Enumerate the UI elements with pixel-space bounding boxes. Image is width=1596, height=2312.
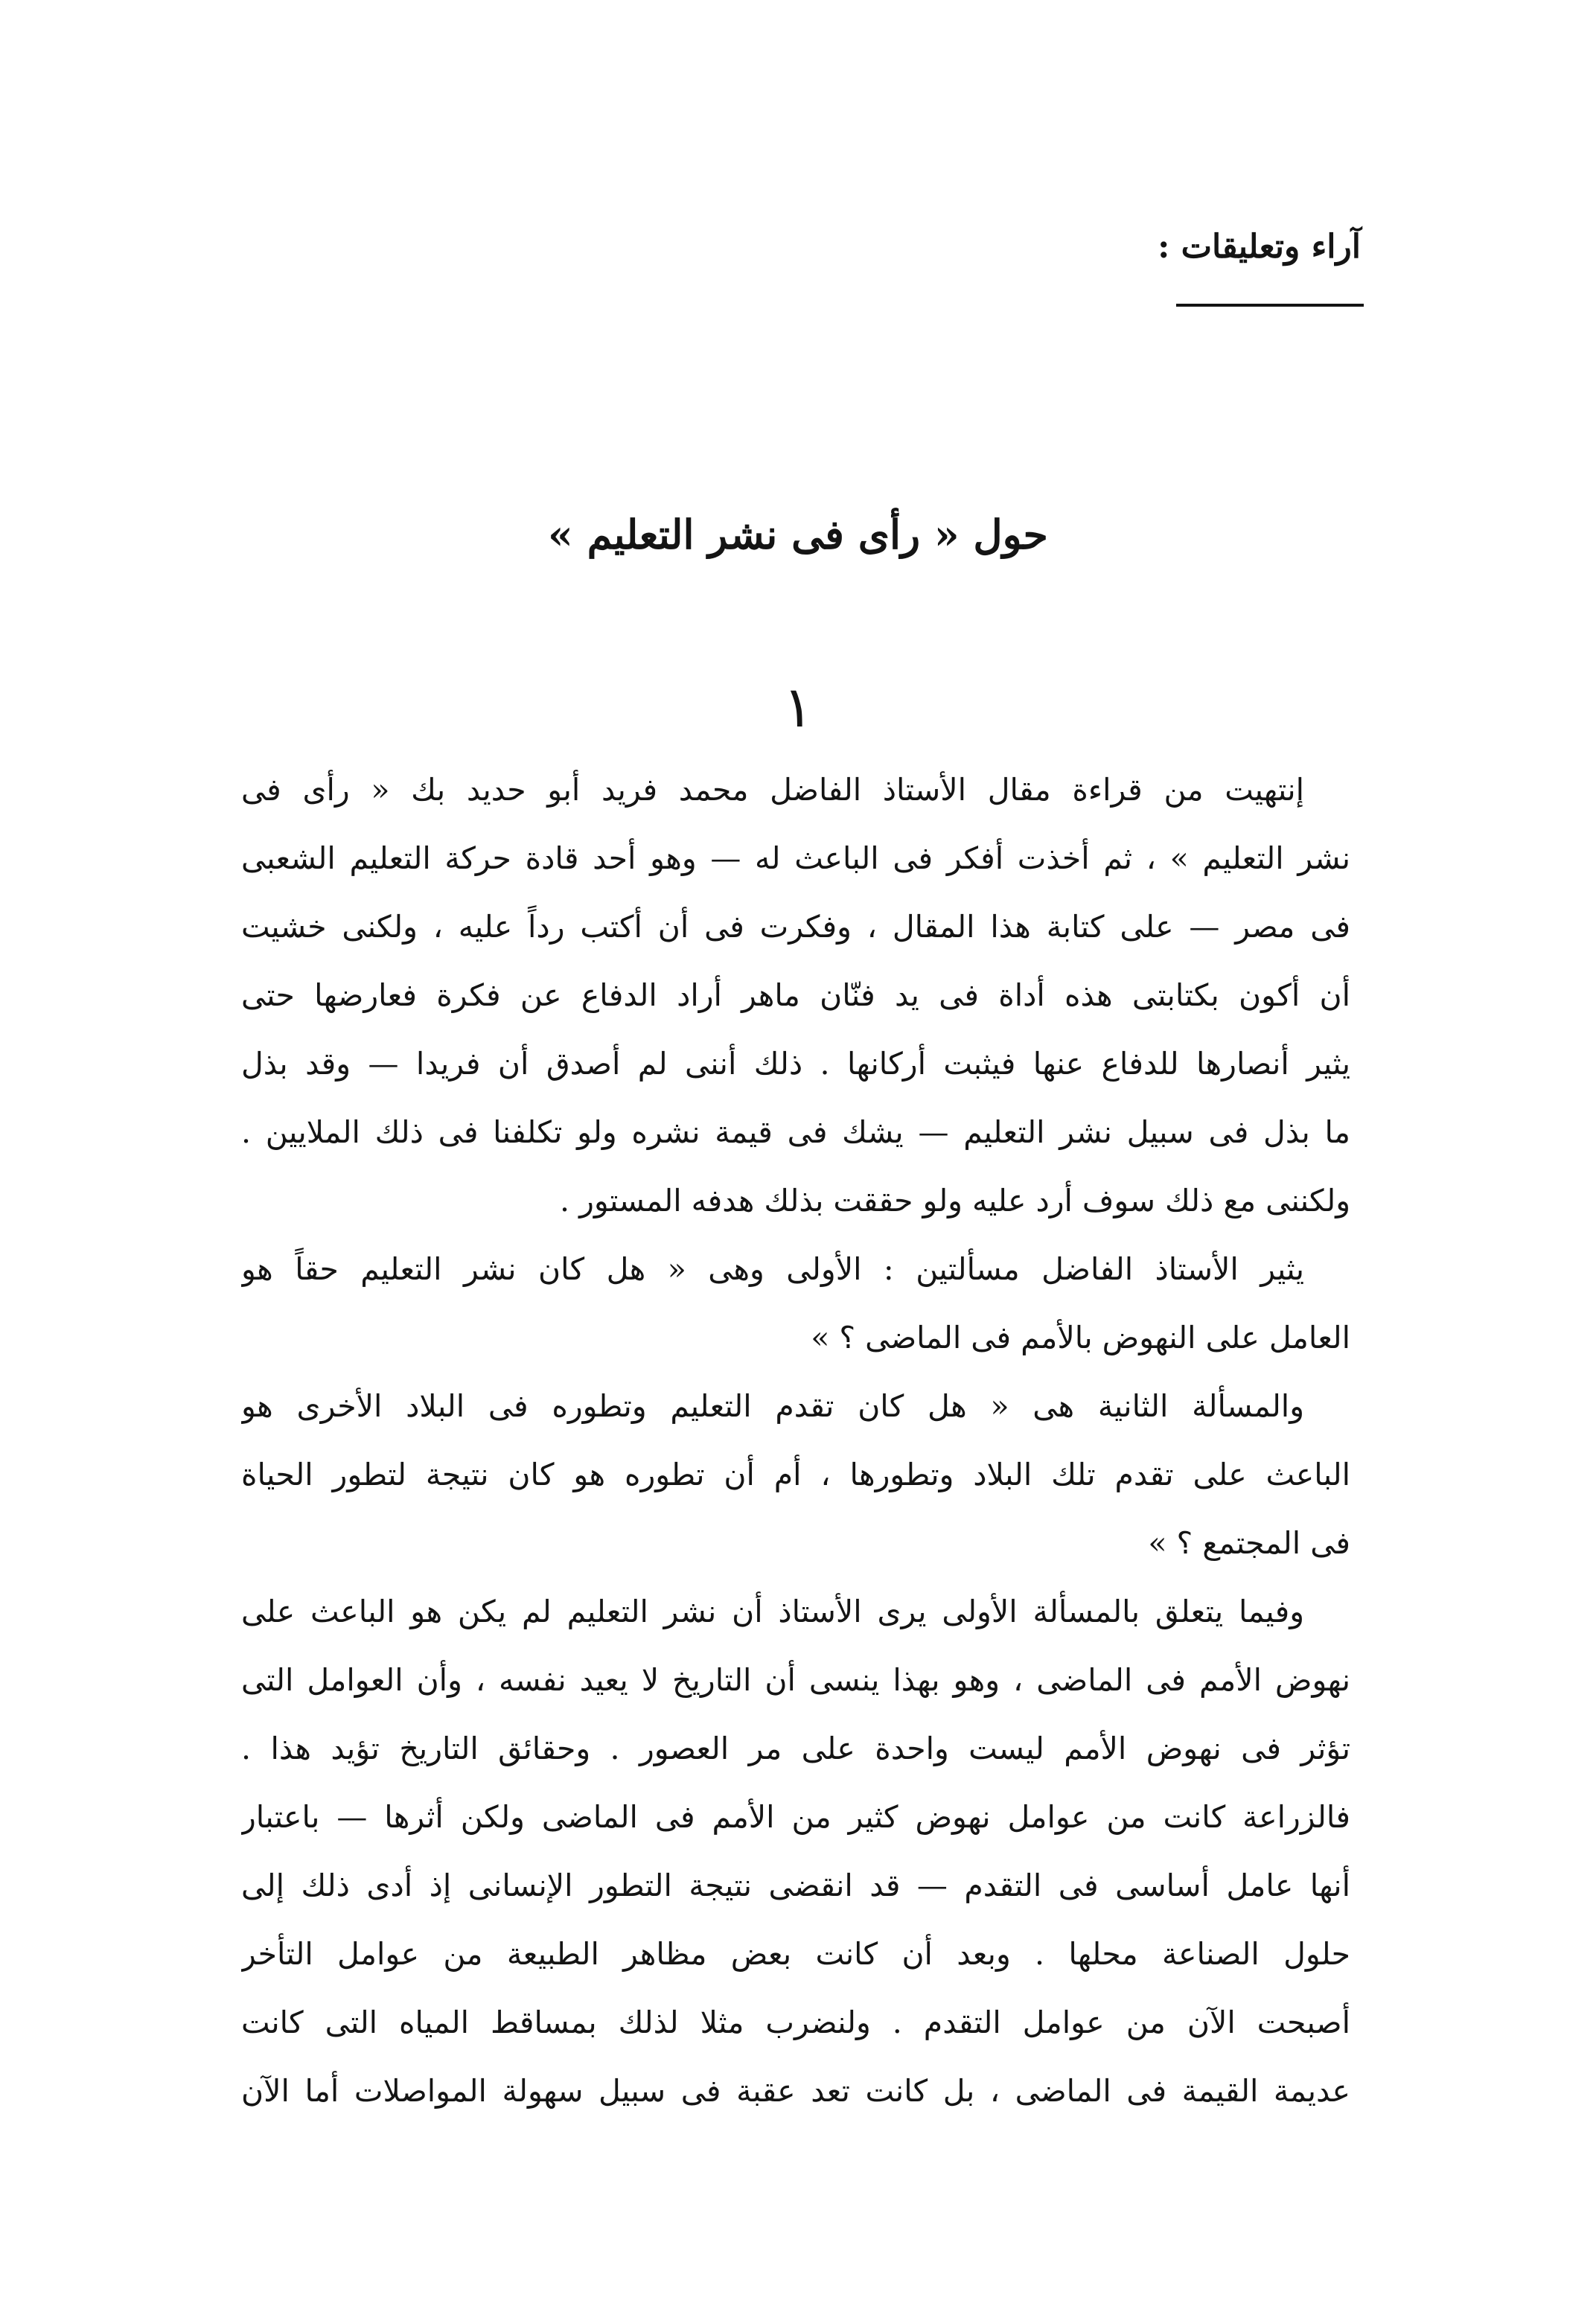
section-header: آراء وتعليقات : <box>1158 228 1361 266</box>
body-line: أنها عامل أساسى فى التقدم — قد انقضى نتيجة التطور الإنسانى إذ أدى ذلك إلى <box>241 1868 1350 1903</box>
body-line: والمسألة الثانية هى « هل كان تقدم التعليم وتطوره فى البلاد الأخرى هو <box>241 1388 1304 1424</box>
body-line: أصبحت الآن من عوامل التقدم . ولنضرب مثلا لذلك بمساقط المياه التى كانت <box>241 2005 1350 2040</box>
body-line: حلول الصناعة محلها . وبعد أن كانت بعض مظاهر الطبيعة من عوامل التأخر <box>241 1936 1350 1972</box>
body-line: نشر التعليم » ، ثم أخذت أفكر فى الباعث له — وهو أحد قادة حركة التعليم الشعبى <box>241 840 1350 876</box>
body-line: عديمة القيمة فى الماضى ، بل كانت تعد عقبة فى سبيل سهولة المواصلات أما الآن <box>241 2073 1350 2109</box>
body-line: أن أكون بكتابتى هذه أداة فى يد فنّان ماهر أراد الدفاع عن فكرة فعارضها حتى <box>241 977 1350 1013</box>
article-title: حول « رأى فى نشر التعليم » <box>548 511 1048 558</box>
body-line: نهوض الأمم فى الماضى ، وهو بهذا ينسى أن التاريخ لا يعيد نفسه ، وأن العوامل التى <box>241 1662 1350 1698</box>
section-header-underline <box>1176 304 1364 307</box>
body-line: العامل على النهوض بالأمم فى الماضى ؟ » <box>811 1320 1350 1355</box>
part-number: ١ <box>782 674 814 740</box>
body-line: ما بذل فى سبيل نشر التعليم — يشك فى قيمة نشره ولو تكلفنا فى ذلك الملايين . <box>241 1114 1350 1150</box>
article-body <box>241 756 1350 2125</box>
body-line: يثير الأستاذ الفاضل مسألتين : الأولى وهى « هل كان نشر التعليم حقاً هو <box>241 1251 1304 1287</box>
body-line: فى مصر — على كتابة هذا المقال ، وفكرت فى أن أكتب رداً عليه ، ولكنى خشيت <box>241 909 1350 945</box>
body-line: فالزراعة كانت من عوامل نهوض كثير من الأمم فى الماضى ولكن أثرها — باعتبار <box>241 1799 1350 1835</box>
body-line: تؤثر فى نهوض الأمم ليست واحدة على مر العصور . وحقائق التاريخ تؤيد هذا . <box>241 1731 1350 1766</box>
body-line: فى المجتمع ؟ » <box>1148 1525 1350 1561</box>
body-line: ولكننى مع ذلك سوف أرد عليه ولو حققت بذلك هدفه المستور . <box>560 1183 1350 1219</box>
body-line: إنتهيت من قراءة مقال الأستاذ الفاضل محمد فريد أبو حديد بك « رأى فى <box>241 772 1304 808</box>
body-line: الباعث على تقدم تلك البلاد وتطورها ، أم أن تطوره هو كان نتيجة لتطور الحياة <box>241 1457 1350 1492</box>
body-line: وفيما يتعلق بالمسألة الأولى يرى الأستاذ أن نشر التعليم لم يكن هو الباعث على <box>241 1594 1304 1629</box>
body-line: يثير أنصارها للدفاع عنها فيثبت أركانها . ذلك أننى لم أصدق أن فريدا — وقد بذل <box>241 1046 1350 1082</box>
